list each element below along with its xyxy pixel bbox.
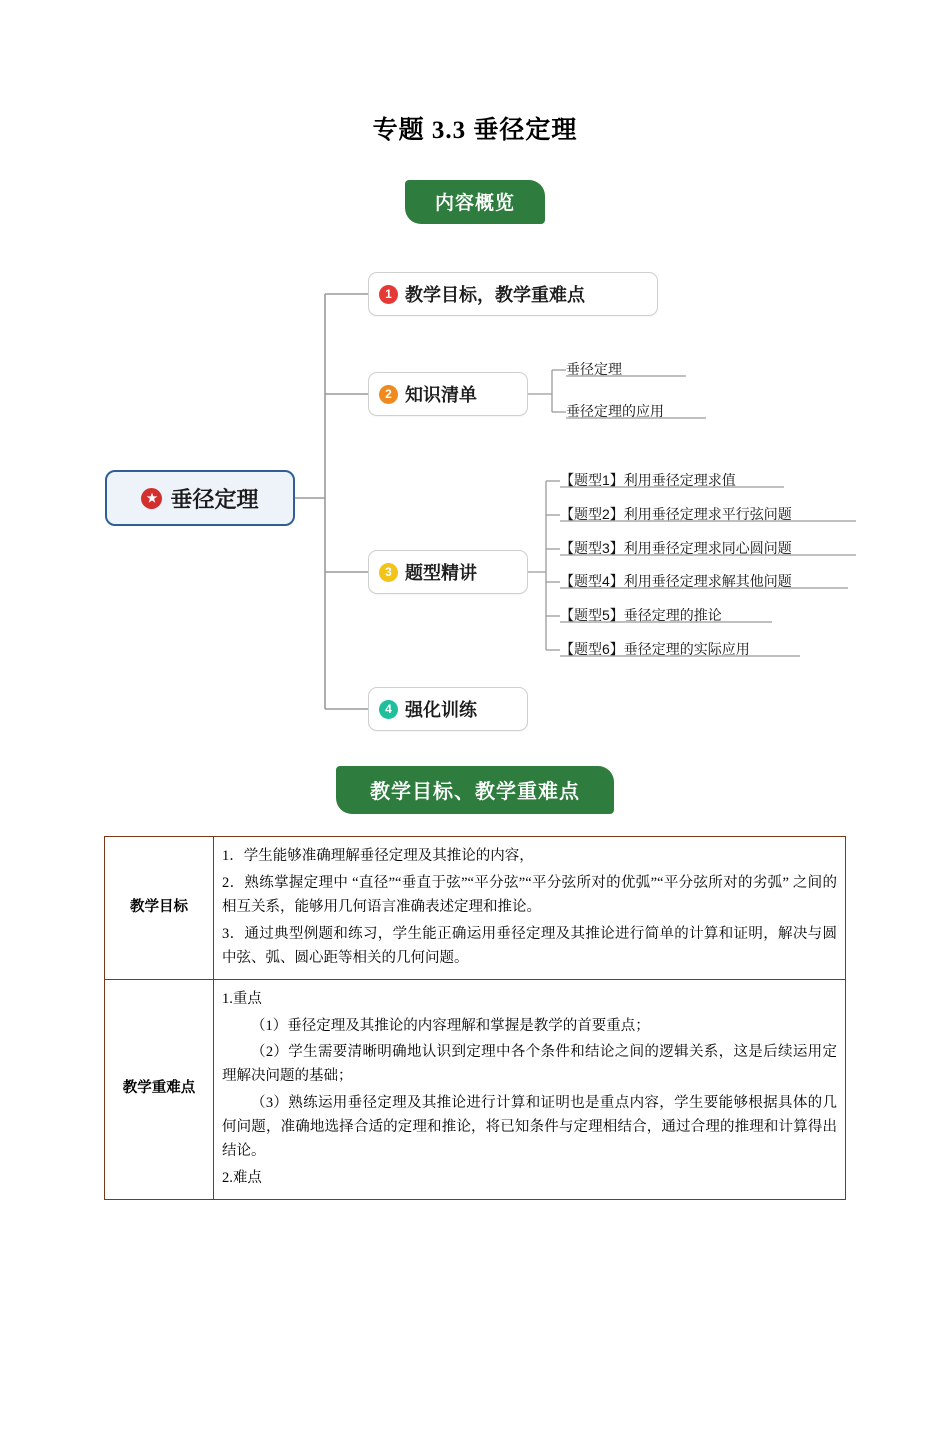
star-icon: ★ — [141, 488, 162, 509]
page-title: 专题 3.3 垂径定理 — [372, 117, 578, 144]
mindmap-leaf-3-2[interactable]: 【题型2】利用垂径定理求平行弦问题 — [560, 506, 792, 522]
number-badge-2-icon: 2 — [379, 385, 398, 404]
mindmap-leaf-3-5[interactable]: 【题型5】垂径定理的推论 — [560, 607, 722, 623]
mindmap-leaf-3-1[interactable]: 【题型1】利用垂径定理求值 — [560, 472, 736, 488]
objectives-banner-wrap — [0, 766, 950, 814]
row-label-teaching-objectives: 教学目标 — [105, 837, 214, 980]
objective-paragraph: 2．熟练掌握定理中 “直径”“垂直于弦”“平分弦”“平分弦所对的优弧”“平分弦所对的劣弧” 之间的相互关系，能够用几何语言准确表述定理和推论。 — [222, 874, 837, 915]
table-row — [105, 837, 846, 980]
mindmap-leaf-3-4[interactable]: 【题型4】利用垂径定理求解其他问题 — [560, 573, 792, 589]
number-badge-3-icon: 3 — [379, 563, 398, 582]
number-badge-4-icon: 4 — [379, 700, 398, 719]
mindmap-leaf-3-3[interactable]: 【题型3】利用垂径定理求同心圆问题 — [560, 540, 792, 556]
objectives-table — [104, 836, 846, 1200]
row-body-teaching-objectives — [214, 837, 846, 980]
mindmap-branch-2[interactable] — [368, 372, 528, 416]
mindmap-leaf-2-2[interactable]: 垂径定理的应用 — [566, 403, 664, 419]
mindmap-branch-2-label: 知识清单 — [405, 385, 477, 405]
mindmap-leaf-3-6[interactable]: 【题型6】垂径定理的实际应用 — [560, 641, 750, 657]
difficulty-paragraph: 2.难点 — [222, 1170, 262, 1187]
table-row — [105, 979, 846, 1199]
mindmap-branch-1-label: 教学目标，教学重难点 — [405, 285, 585, 305]
mindmap-branch-4[interactable] — [368, 687, 528, 731]
row-label-key-difficulties: 教学重难点 — [105, 979, 214, 1199]
overview-banner-wrap — [0, 180, 950, 224]
mindmap-branch-3-label: 题型精讲 — [405, 563, 477, 583]
row-body-key-difficulties — [214, 979, 846, 1199]
difficulty-paragraph: （2）学生需要清晰明确地认识到定理中各个条件和结论之间的逻辑关系，这是后续运用定理解决问题的基础； — [222, 1044, 837, 1085]
mindmap — [0, 242, 950, 762]
overview-banner: 内容概览 — [405, 180, 545, 224]
mindmap-root-label: 垂径定理 — [170, 486, 259, 512]
difficulty-paragraph: 1.重点 — [222, 990, 262, 1007]
objectives-banner: 教学目标、教学重难点 — [336, 766, 614, 814]
mindmap-leaf-2-1[interactable]: 垂径定理 — [566, 361, 622, 377]
objective-paragraph: 1．学生能够准确理解垂径定理及其推论的内容， — [222, 848, 534, 864]
objectives-table-wrap — [104, 836, 846, 1200]
number-badge-1-icon: 1 — [379, 285, 398, 304]
mindmap-branch-3[interactable] — [368, 550, 528, 594]
difficulty-paragraph: （1）垂径定理及其推论的内容理解和掌握是教学的首要重点； — [251, 1017, 650, 1034]
mindmap-root-node[interactable] — [105, 470, 295, 526]
difficulty-paragraph: （3）熟练运用垂径定理及其推论进行计算和证明也是重点内容，学生要能够根据具体的几何问题，准确地选择合适的定理和推论，将已知条件与定理相结合，通过合理的推理和计算得出结论。 — [222, 1095, 837, 1160]
document-page — [0, 110, 950, 1454]
objective-paragraph: 3．通过典型例题和练习，学生能正确运用垂径定理及其推论进行简单的计算和证明，解决与圆中弦、弧、圆心距等相关的几何问题。 — [222, 925, 837, 966]
mindmap-branch-4-label: 强化训练 — [405, 700, 477, 720]
mindmap-branch-1[interactable] — [368, 272, 658, 316]
